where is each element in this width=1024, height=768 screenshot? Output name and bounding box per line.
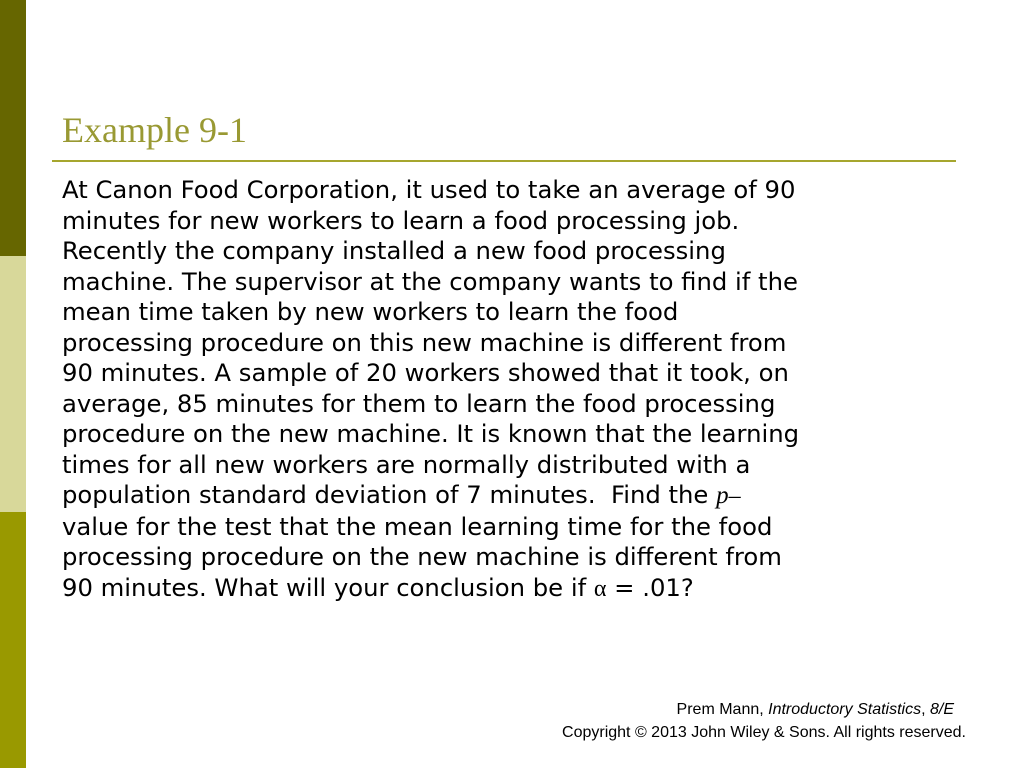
- footer-copyright: Copyright © 2013 John Wiley & Sons. All rights reserved.: [562, 724, 966, 741]
- body-line: average, 85 minutes for them to learn the food processing: [62, 388, 776, 418]
- side-bar-light: [0, 256, 26, 512]
- body-line-alpha: [62, 573, 952, 605]
- side-bar-dark: [0, 0, 26, 256]
- body-line: processing procedure on this new machine is different from: [62, 327, 787, 357]
- body-text: = .01?: [606, 572, 694, 602]
- footer-edition: 8/E: [929, 701, 954, 718]
- side-bar-olive: [0, 512, 26, 768]
- body-line: value for the test that the mean learning time for the food: [62, 511, 773, 541]
- footer-citation: [677, 700, 954, 720]
- alpha-symbol: α: [593, 575, 607, 602]
- footer-book-title: Introductory Statistics: [768, 701, 922, 718]
- footer-author: Prem Mann,: [676, 701, 769, 718]
- body-text: population standard deviation of 7 minutes. Find the: [62, 480, 717, 509]
- footer-comma: ,: [921, 701, 930, 718]
- body-line: minutes for new workers to learn a food processing job.: [62, 205, 740, 235]
- body-line: times for all new workers are normally distributed with a: [62, 449, 751, 479]
- body-line: mean time taken by new workers to learn the food: [62, 297, 679, 326]
- body-text: 90 minutes. What will your conclusion be if: [62, 572, 594, 602]
- body-line: processing procedure on the new machine is different from: [62, 542, 782, 571]
- slide-body: [62, 175, 952, 604]
- body-line: Recently the company installed a new food processing: [62, 236, 726, 265]
- p-symbol: p: [716, 482, 729, 509]
- body-line: 90 minutes. A sample of 20 workers showed that it took, on: [62, 358, 789, 387]
- slide-title: Example 9-1: [62, 110, 247, 150]
- body-line: At Canon Food Corporation, it used to take an average of 90: [62, 175, 796, 204]
- body-line: machine. The supervisor at the company wants to find if the: [62, 266, 798, 296]
- title-divider: [52, 160, 956, 162]
- body-line: procedure on the new machine. It is known that the learning: [62, 419, 800, 448]
- dash: –: [728, 483, 741, 509]
- body-line-pvalue: [62, 480, 952, 512]
